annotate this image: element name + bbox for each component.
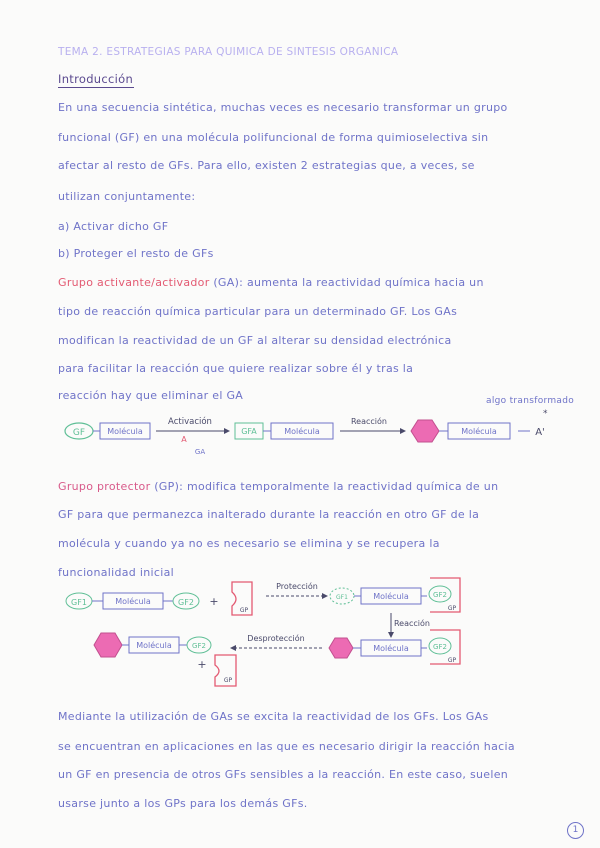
gp-label: GP (447, 605, 457, 612)
closing-line: usarse junto a los GPs para los demás GFs. (58, 797, 308, 810)
gp-label: GP (223, 677, 233, 684)
gf-label: GF (72, 428, 86, 438)
molecule-label: Molécula (136, 641, 172, 650)
molecule-label: Molécula (284, 427, 320, 436)
molecule-label: Molécula (461, 427, 497, 436)
closing-line: se encuentran en aplicaciones en las que es necesario dirigir la reacción hacia (58, 740, 515, 753)
ga-paragraph-line: para facilitar la reacción que quiere realizar sobre él y tras la (58, 362, 414, 375)
ga-paragraph-line: tipo de reacción química particular para un determinado GF. Los GAs (58, 305, 458, 318)
arrow-head (322, 593, 328, 599)
ga-definition: (GA): aumenta la reactividad química hacia un (209, 276, 484, 289)
reaction-label: Reacción (393, 619, 431, 628)
closing-line: un GF en presencia de otros GFs sensibles a la reacción. En este caso, suelen (58, 768, 509, 781)
gp-paragraph-line: molécula y cuando ya no es necesario se elimina y se recupera la (58, 537, 440, 550)
intro-line: b) Proteger el resto de GFs (58, 247, 214, 260)
gp-term: Grupo protector (58, 480, 151, 493)
arrow-head (230, 645, 236, 651)
gfa-label: GFA (241, 427, 257, 436)
protection-label: Protección (276, 582, 318, 591)
ga-paragraph-line: modifican la reactividad de un GF al alterar su densidad electrónica (58, 334, 452, 347)
gp-label: GP (447, 657, 457, 664)
gf2-label: GF2 (433, 591, 447, 599)
gp-definition: (GP): modifica temporalmente la reactividad química de un (150, 480, 499, 493)
activation-label: Activación (168, 417, 212, 427)
deprotection-label: Desprotección (247, 634, 305, 643)
gf1-label: GF1 (71, 598, 87, 607)
molecule-label: Molécula (373, 592, 409, 601)
reagent-a-label: A (181, 435, 187, 444)
molecule-label: Molécula (115, 597, 151, 606)
gf1-label: GF1 (336, 594, 348, 601)
algo-transformado-note: algo transformado (486, 396, 575, 406)
intro-line: afectar al resto de GFs. Para ello, existen 2 estrategias que, a veces, se (58, 159, 475, 172)
gf2-label: GF2 (178, 598, 194, 607)
intro-line: utilizan conjuntamente: (58, 190, 196, 203)
intro-line: En una secuencia sintética, muchas veces es necesario transformar un grupo (58, 101, 508, 114)
page-number: 1 (567, 822, 584, 839)
transformed-group-hexagon (94, 633, 122, 657)
gf2-label: GF2 (433, 643, 447, 651)
closing-line: Mediante la utilización de GAs se excita la reactividad de los GFs. Los GAs (58, 710, 489, 723)
plus-sign: + (197, 658, 207, 671)
ga-term: Grupo activante/activador (58, 276, 210, 289)
gf2-label: GF2 (192, 642, 206, 650)
gp-label: GP (239, 607, 249, 614)
gp-paragraph-line: GF para que permanezca inalterado durante la reacción en otro GF de la (58, 508, 480, 521)
molecule-label: Molécula (373, 644, 409, 653)
intro-line: a) Activar dicho GF (58, 220, 169, 233)
ga-paragraph-line: reacción hay que eliminar el GA (58, 389, 244, 402)
section-heading: Introducción (58, 72, 134, 86)
ga-sub-label: GA (194, 448, 206, 456)
arrow-head (388, 632, 394, 638)
a-prime-label: A' (535, 427, 545, 438)
page-title: TEMA 2. ESTRATEGIAS PARA QUIMICA DE SINTESIS ORGANICA (58, 46, 399, 58)
gp-paragraph-line: funcionalidad inicial (58, 566, 174, 579)
reaction-label: Reacción (350, 417, 388, 426)
intro-line: funcional (GF) en una molécula polifuncional de forma quimioselectiva sin (58, 131, 489, 144)
molecule-label: Molécula (107, 427, 143, 436)
transformed-group-hexagon (329, 638, 353, 658)
plus-sign: + (209, 595, 219, 608)
asterisk-mark: * (543, 409, 548, 419)
